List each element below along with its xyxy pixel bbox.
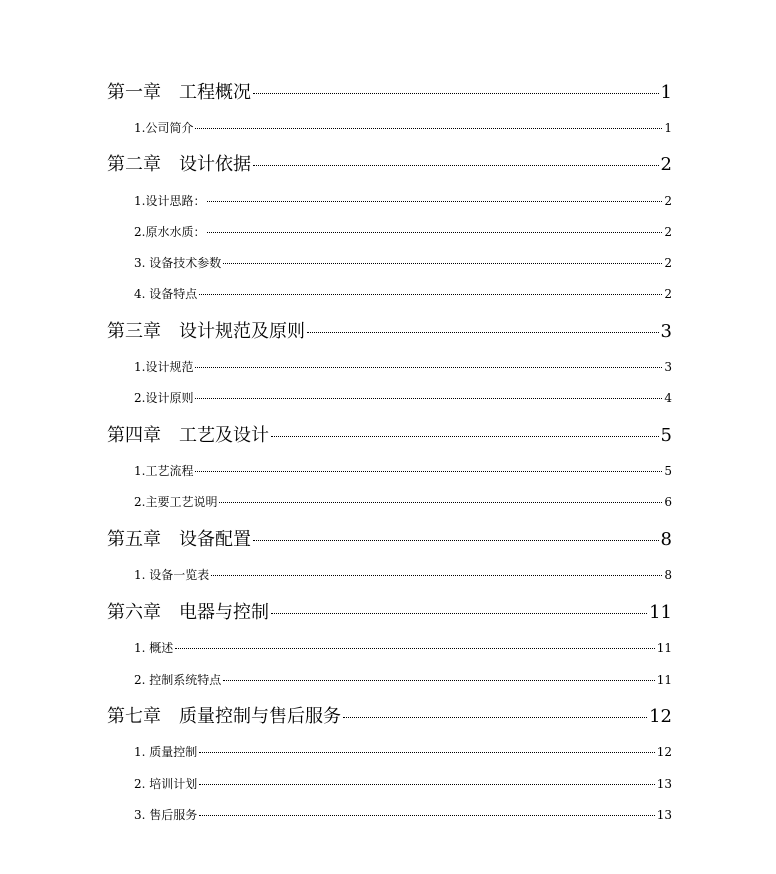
- toc-section[interactable]: [134, 806, 672, 830]
- toc-section[interactable]: [134, 223, 672, 247]
- chapter-number: 第三章: [107, 321, 161, 342]
- dot-leader: [199, 784, 654, 785]
- toc-chapter-2[interactable]: [107, 150, 672, 182]
- dot-leader: [223, 680, 654, 681]
- page-number: 2: [664, 194, 672, 208]
- dot-leader: [271, 436, 659, 437]
- page-number: 4: [664, 391, 672, 405]
- dot-leader: [199, 752, 654, 753]
- chapter-number: 第一章: [107, 82, 161, 103]
- dot-leader: [343, 717, 647, 718]
- page-number: 2: [660, 154, 672, 175]
- dot-leader: [223, 263, 662, 264]
- toc-chapter-6[interactable]: [107, 598, 672, 630]
- page-number: 11: [656, 641, 672, 655]
- chapter-number: 第六章: [107, 602, 161, 623]
- dot-leader: [219, 502, 662, 503]
- chapter-number: 第二章: [107, 154, 161, 175]
- page-number: 13: [656, 808, 672, 822]
- toc-section[interactable]: [134, 639, 672, 663]
- chapter-title: 工程概况: [179, 82, 251, 103]
- section-title: 3. 设备技术参数: [134, 256, 222, 270]
- section-title: 1.设计思路：: [134, 194, 206, 208]
- page-number: 8: [664, 568, 672, 582]
- dot-leader: [199, 294, 662, 295]
- toc-section[interactable]: [134, 566, 672, 590]
- page-number: 6: [664, 495, 672, 509]
- toc-section[interactable]: [134, 493, 672, 517]
- toc-section[interactable]: [134, 254, 672, 278]
- page-number: 12: [656, 745, 672, 759]
- dot-leader: [195, 398, 662, 399]
- toc-section[interactable]: [134, 389, 672, 413]
- toc-chapter-7[interactable]: [107, 702, 672, 734]
- toc-section[interactable]: [134, 671, 672, 695]
- toc-section[interactable]: [134, 358, 672, 382]
- section-title: 1.工艺流程: [134, 464, 194, 478]
- page-number: 11: [656, 673, 672, 687]
- dot-leader: [253, 540, 659, 541]
- toc-chapter-4[interactable]: [107, 421, 672, 453]
- toc-chapter-3[interactable]: [107, 317, 672, 349]
- toc-chapter-5[interactable]: [107, 525, 672, 557]
- chapter-number: 第四章: [107, 425, 161, 446]
- chapter-title: 电器与控制: [179, 602, 269, 623]
- chapter-number: 第七章: [107, 706, 161, 727]
- dot-leader: [195, 367, 662, 368]
- chapter-title: 质量控制与售后服务: [179, 706, 341, 727]
- page-number: 2: [664, 256, 672, 270]
- section-title: 2. 控制系统特点: [134, 673, 222, 687]
- toc-section[interactable]: [134, 285, 672, 309]
- dot-leader: [211, 575, 662, 576]
- toc-section[interactable]: [134, 775, 672, 799]
- section-title: 2.设计原则: [134, 391, 194, 405]
- chapter-title: 工艺及设计: [179, 425, 269, 446]
- dot-leader: [271, 613, 647, 614]
- dot-leader: [207, 232, 662, 233]
- dot-leader: [195, 471, 662, 472]
- toc-section[interactable]: [134, 462, 672, 486]
- page-number: 8: [660, 529, 672, 550]
- page-number: 5: [660, 425, 672, 446]
- toc-section[interactable]: [134, 119, 672, 143]
- chapter-title: 设备配置: [179, 529, 251, 550]
- dot-leader: [307, 332, 659, 333]
- dot-leader: [175, 648, 654, 649]
- section-title: 3. 售后服务: [134, 808, 198, 822]
- section-title: 4. 设备特点: [134, 287, 198, 301]
- toc-chapter-1[interactable]: [107, 78, 672, 110]
- toc-section[interactable]: [134, 192, 672, 216]
- section-title: 2.主要工艺说明: [134, 495, 218, 509]
- page-number: 2: [664, 287, 672, 301]
- section-title: 1. 质量控制: [134, 745, 198, 759]
- section-title: 1.设计规范: [134, 360, 194, 374]
- dot-leader: [253, 165, 659, 166]
- page-number: 3: [660, 321, 672, 342]
- page-number: 12: [649, 706, 672, 727]
- page-number: 5: [664, 464, 672, 478]
- dot-leader: [199, 815, 654, 816]
- section-title: 2. 培训计划: [134, 777, 198, 791]
- toc-section[interactable]: [134, 743, 672, 767]
- chapter-title: 设计规范及原则: [179, 321, 305, 342]
- page-number: 2: [664, 225, 672, 239]
- dot-leader: [207, 201, 662, 202]
- dot-leader: [195, 128, 662, 129]
- page-number: 11: [649, 602, 672, 623]
- section-title: 2.原水水质：: [134, 225, 206, 239]
- page-number: 1: [660, 82, 672, 103]
- page-number: 1: [664, 121, 672, 135]
- dot-leader: [253, 93, 659, 94]
- section-title: 1.公司简介: [134, 121, 194, 135]
- chapter-number: 第五章: [107, 529, 161, 550]
- section-title: 1. 设备一览表: [134, 568, 210, 582]
- section-title: 1. 概述: [134, 641, 174, 655]
- page-number: 3: [664, 360, 672, 374]
- page-number: 13: [656, 777, 672, 791]
- chapter-title: 设计依据: [179, 154, 251, 175]
